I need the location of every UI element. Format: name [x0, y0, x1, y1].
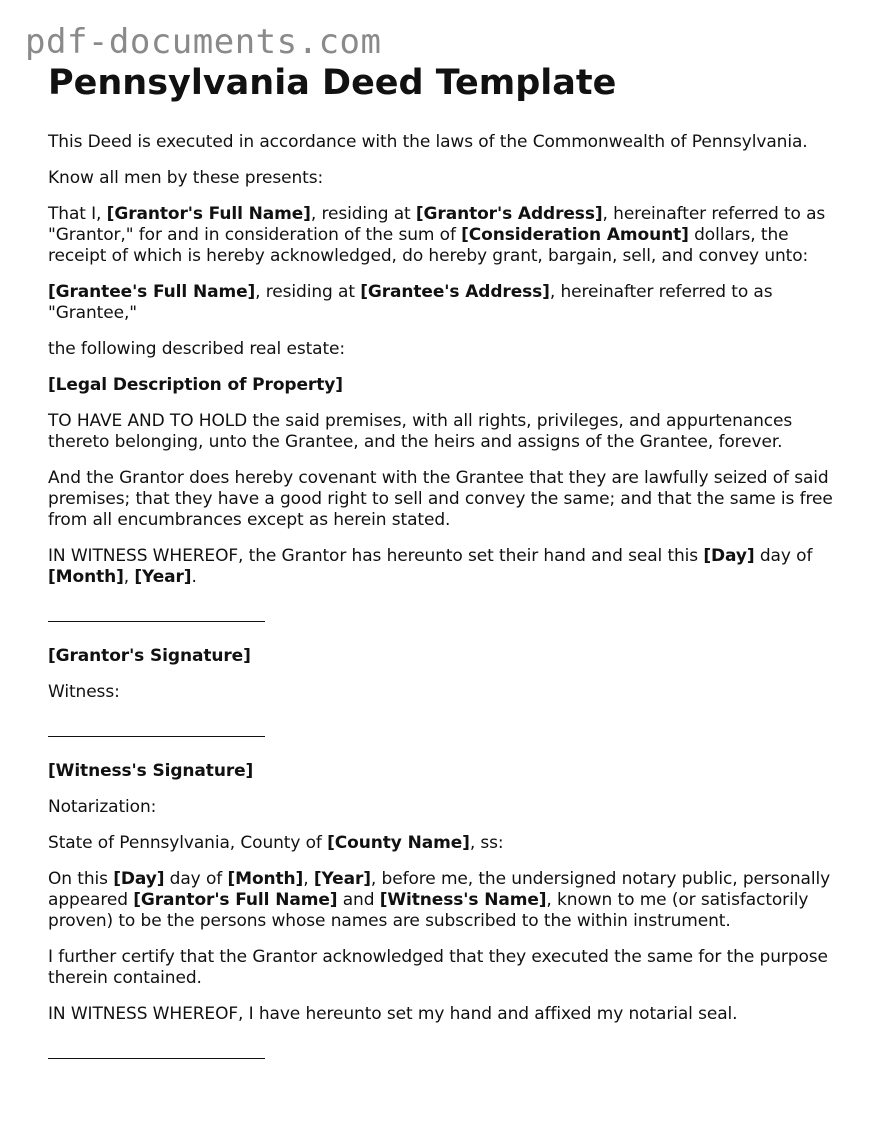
text: , residing at — [310, 204, 416, 224]
month-placeholder: [Month] — [48, 567, 124, 587]
text: day of — [754, 546, 813, 566]
year-placeholder: [Year] — [134, 567, 192, 587]
covenant-clause: And the Grantor does hereby covenant with the Grantee that they are lawfully seized of said premises; that they have a good right to sell and convey the same; and that the same is free from all encumbrances except as herein stated. — [48, 468, 833, 530]
grantee-name-placeholder: [Grantee's Full Name] — [48, 282, 256, 302]
notary-acknowledgment — [48, 869, 848, 932]
notary-signature-line — [48, 1058, 265, 1059]
grantor-name-placeholder: [Grantor's Full Name] — [133, 890, 338, 910]
day-placeholder: [Day] — [703, 546, 755, 566]
month-placeholder: [Month] — [227, 869, 304, 889]
habendum-clause: TO HAVE AND TO HOLD the said premises, with all rights, privileges, and appurtenances thereto belonging, unto the Grantee, and the heirs and assigns of the Grantee, forever. — [48, 411, 793, 452]
text: On this — [48, 869, 114, 889]
certify-paragraph: I further certify that the Grantor acknowledged that they executed the same for the purpose therein contained. — [48, 947, 828, 988]
intro-paragraph: This Deed is executed in accordance with the laws of the Commonwealth of Pennsylvania. — [48, 132, 808, 152]
witness-signature-placeholder: [Witness's Signature] — [48, 761, 254, 781]
grantor-address-placeholder: [Grantor's Address] — [415, 204, 603, 224]
grantor-signature-line — [48, 621, 265, 622]
witness-label: Witness: — [48, 682, 120, 702]
legal-description-placeholder: [Legal Description of Property] — [48, 375, 343, 395]
witness-signature-label — [48, 761, 848, 782]
text: , hereinafter referred to as "Grantor," for and in consideration of the sum of — [48, 204, 826, 245]
text: , residing at — [255, 282, 361, 302]
county-placeholder: [County Name] — [327, 833, 470, 853]
text: and — [337, 890, 380, 910]
notary-witness-clause: IN WITNESS WHEREOF, I have hereunto set my hand and affixed my notarial seal. — [48, 1004, 738, 1024]
grantee-clause — [48, 282, 848, 324]
text: , before me, the undersigned notary public, personally appeared — [48, 869, 831, 910]
grantor-clause — [48, 204, 848, 267]
watermark: pdf-documents.com — [25, 22, 382, 62]
text: , hereinafter referred to as "Grantee," — [48, 282, 773, 323]
witness-name-placeholder: [Witness's Name] — [379, 890, 547, 910]
know-all-men-paragraph: Know all men by these presents: — [48, 168, 324, 188]
text: , — [123, 567, 135, 587]
real-estate-intro: the following described real estate: — [48, 339, 346, 359]
text: State of Pennsylvania, County of — [48, 833, 328, 853]
notarization-label: Notarization: — [48, 797, 157, 817]
consideration-placeholder: [Consideration Amount] — [461, 225, 689, 245]
text: day of — [164, 869, 228, 889]
legal-description-paragraph — [48, 375, 848, 396]
witness-whereof-clause — [48, 546, 848, 588]
witness-signature-line — [48, 736, 265, 737]
state-county-line — [48, 833, 848, 854]
year-placeholder: [Year] — [313, 869, 371, 889]
text: That I, — [48, 204, 107, 224]
grantor-signature-label — [48, 646, 848, 667]
text: , known to me (or satisfactorily proven) to be the persons whose names are subscribed to the within instrument. — [48, 890, 809, 931]
text: . — [191, 567, 197, 587]
grantee-address-placeholder: [Grantee's Address] — [360, 282, 550, 302]
text: , — [303, 869, 314, 889]
document-page — [48, 62, 848, 1059]
grantor-name-placeholder: [Grantor's Full Name] — [106, 204, 311, 224]
text: IN WITNESS WHEREOF, the Grantor has hereunto set their hand and seal this — [48, 546, 704, 566]
text: dollars, the receipt of which is hereby acknowledged, do hereby grant, bargain, sell, and convey unto: — [48, 225, 809, 266]
day-placeholder: [Day] — [113, 869, 165, 889]
document-title: Pennsylvania Deed Template — [48, 63, 617, 103]
text: , ss: — [469, 833, 504, 853]
grantor-signature-placeholder: [Grantor's Signature] — [48, 646, 251, 666]
